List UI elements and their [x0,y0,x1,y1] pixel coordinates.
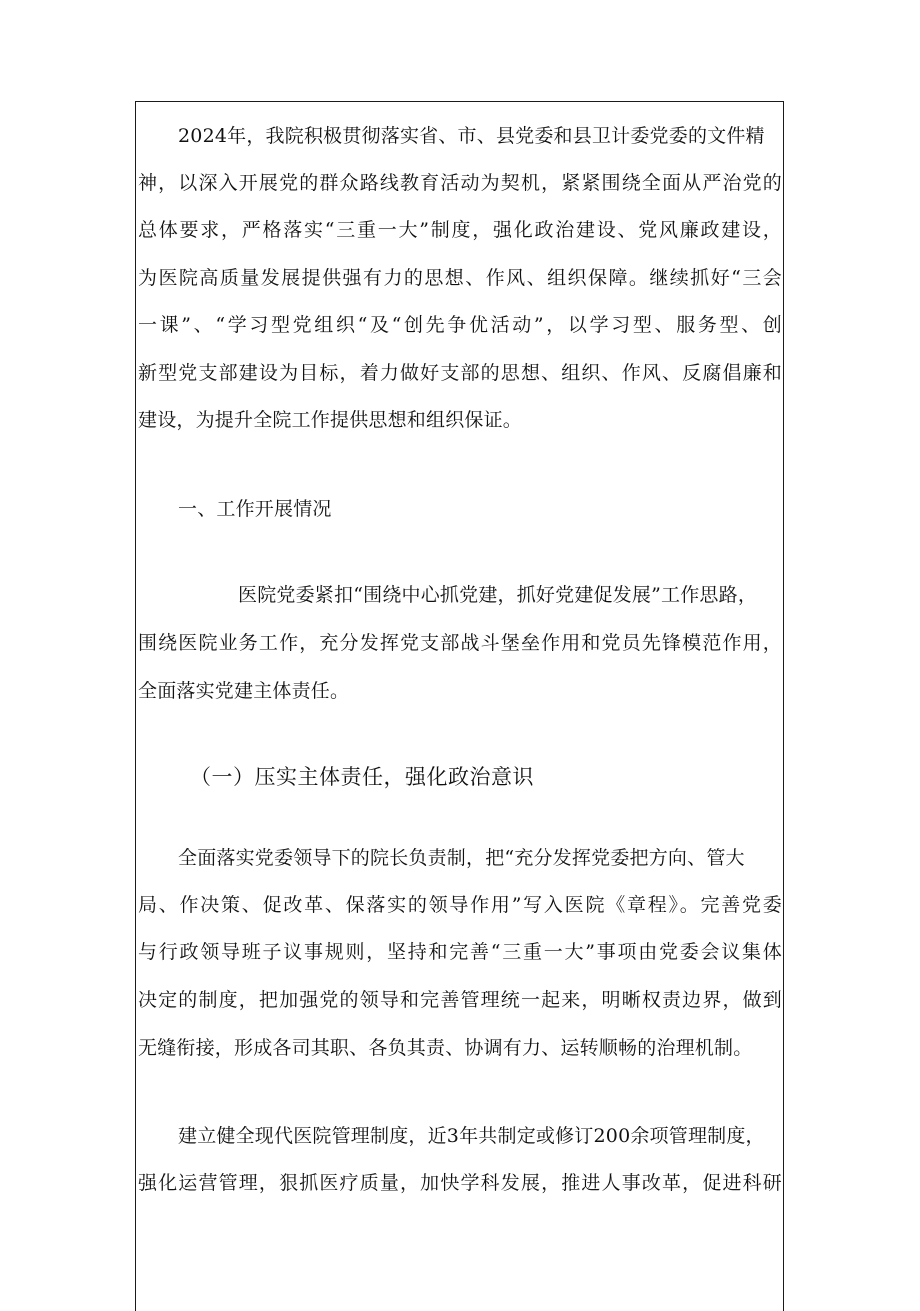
subsection-one-line-1: 全面落实党委领导下的院长负责制，把“充分发挥党委把方向、管大 [178,847,745,869]
intro-line-1: 2024年，我院积极贯彻落实省、市、县党委和县卫计委党委的文件精 [178,125,765,147]
subsection-one-line-3: 与行政领导班子议事规则，坚持和完善“三重一大”事项由党委会议集体 [138,941,782,963]
section-one-line-3: 全面落实党建主体责任。 [138,680,350,702]
section-one-line-1: 医院党委紧扣“围绕中心抓党建，抓好党建促发展”工作思路， [238,584,758,606]
section-one-line-2: 围绕医院业务工作，充分发挥党支部战斗堡垒作用和党员先锋模范作用， [138,632,782,654]
subsection-one-line-4: 决定的制度，把加强党的领导和完善管理统一起来，明晰权责边界，做到 [138,989,782,1011]
intro-line-5: 一课”、“学习型党组织“及“创先争优活动”，以学习型、服务型、创 [138,314,782,336]
paragraph-two-line-1: 建立健全现代医院管理制度，近3年共制定或修订200余项管理制度， [178,1125,765,1147]
intro-line-7: 建设，为提升全院工作提供思想和组织保证。 [138,409,523,431]
intro-line-6: 新型党支部建设为目标，着力做好支部的思想、组织、作风、反腐倡廉和 [138,362,782,384]
intro-line-4: 为医院高质量发展提供强有力的思想、作风、组织保障。继续抓好“三会 [138,267,782,289]
subsection-one-line-2: 局、作决策、促改革、保落实的领导作用”写入医院《章程》。完善党委 [138,894,782,916]
intro-line-2: 神，以深入开展党的群众路线教育活动为契机，紧紧围绕全面从严治党的 [138,172,782,194]
subsection-one-heading: （一）压实主体责任，强化政治意识 [190,765,534,789]
intro-line-3: 总体要求，严格落实“三重一大”制度，强化政治建设、党风廉政建设， [138,219,782,241]
paragraph-two-line-2: 强化运营管理，狠抓医疗质量，加快学科发展，推进人事改革，促进科研 [138,1172,782,1194]
section-one-heading: 一、工作开展情况 [178,498,332,520]
subsection-one-line-5: 无缝衔接，形成各司其职、各负其责、协调有力、运转顺畅的治理机制。 [138,1037,753,1059]
